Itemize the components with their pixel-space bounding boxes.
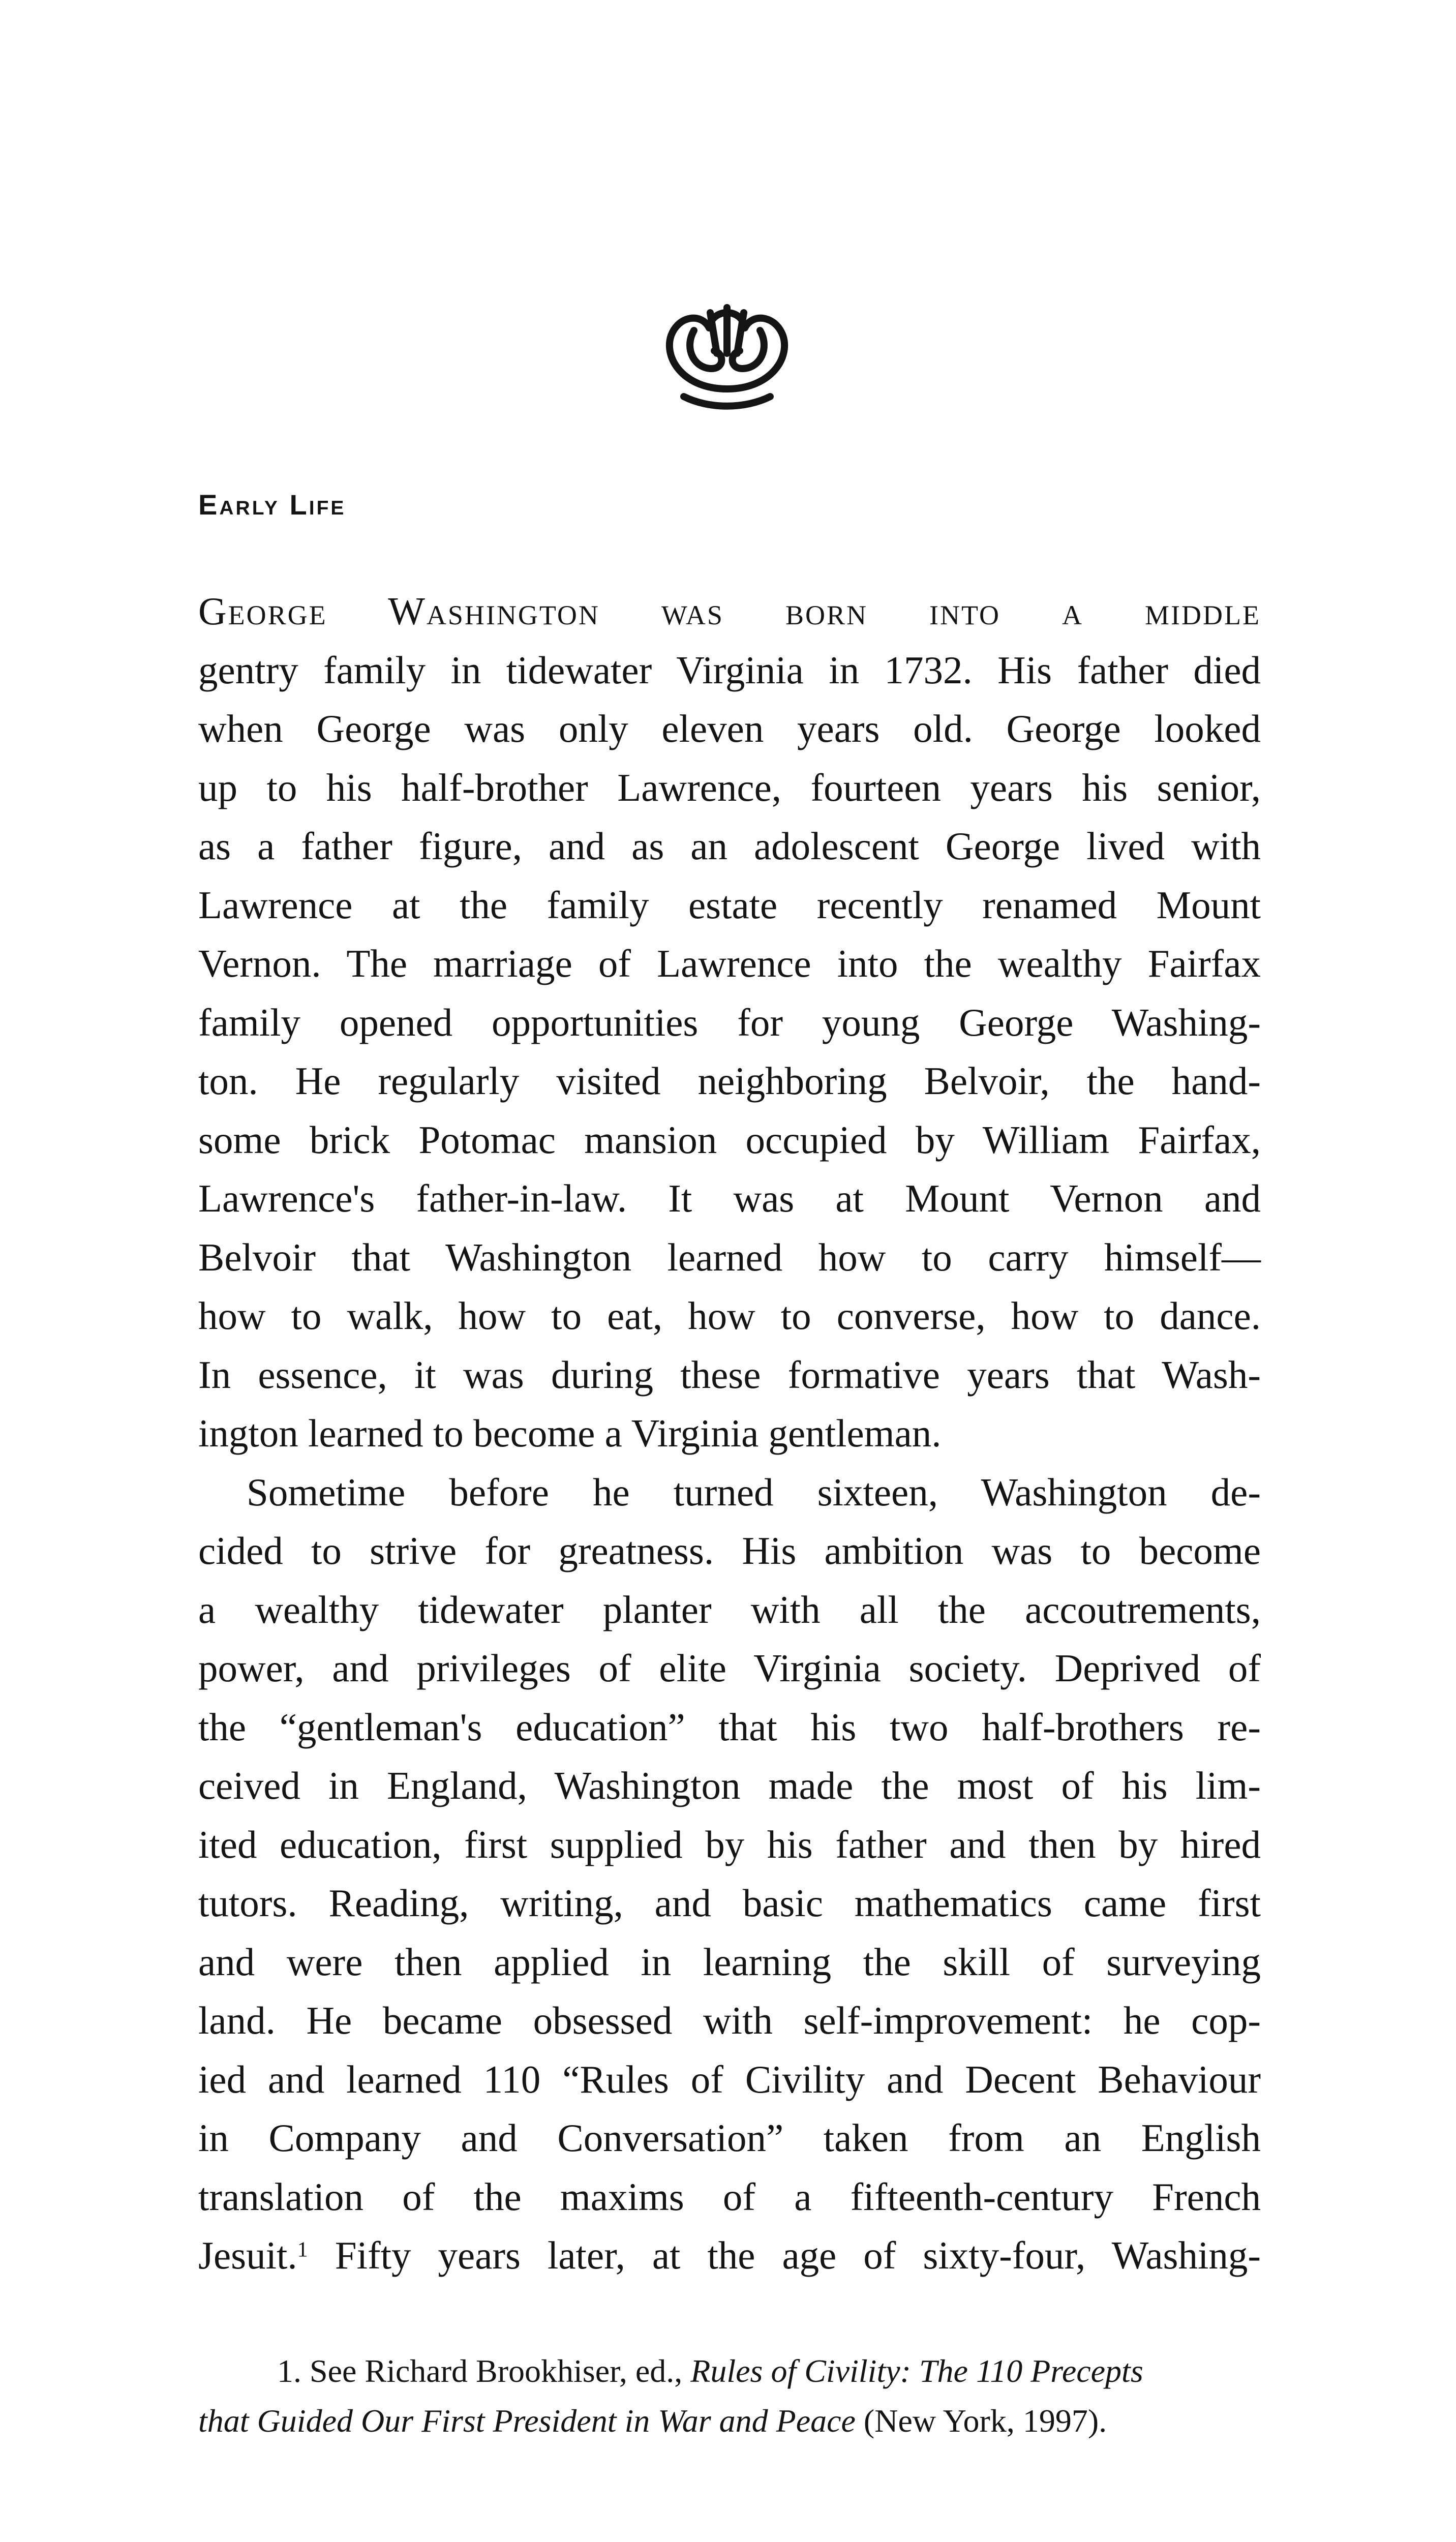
text-line: Lawrence at the family estate recently renamed Mount: [198, 883, 1261, 927]
footnote-line: [198, 2396, 1261, 2446]
footnote-text: (New York, 1997).: [855, 2403, 1107, 2439]
text-line: ton. He regularly visited neighboring Belvoir, the hand-: [198, 1059, 1261, 1103]
text-line: Lawrence's father-in-law. It was at Mount Vernon and: [198, 1176, 1261, 1220]
text-line: Sometime before he turned sixteen, Washington de-: [247, 1470, 1261, 1514]
text-line: as a father figure, and as an adolescent George lived with: [198, 824, 1261, 868]
heading-rest-2: ife: [309, 489, 346, 521]
text-line: translation of the maxims of a fifteenth-century French: [198, 2174, 1261, 2219]
body-text: [198, 582, 1261, 2285]
section-heading: [198, 488, 346, 521]
text-line: In essence, it was during these formative years that Wash-: [198, 1352, 1261, 1397]
text-line: in Company and Conversation” taken from an English: [198, 2116, 1261, 2160]
text-segment: Fifty years later, at the age of sixty-four, Washing-: [308, 2233, 1261, 2277]
text-line: ington learned to become a Virginia gentleman.: [198, 1411, 942, 1455]
footnote-title: Rules of Civility: The 110 Precepts: [690, 2353, 1143, 2389]
text-line: land. He became obsessed with self-improvement: he cop-: [198, 1999, 1261, 2042]
footnote-reference[interactable]: 1: [297, 2237, 308, 2262]
text-segment: Jesuit.: [198, 2233, 297, 2277]
footnote-title: that Guided Our First President in War and Peace: [198, 2403, 856, 2439]
text-line: up to his half-brother Lawrence, fourteen years his senior,: [198, 765, 1261, 809]
text-line: ceived in England, Washington made the most of his lim-: [198, 1764, 1261, 1807]
heading-cap-1: E: [198, 489, 220, 521]
text-line: when George was only eleven years old. George looked: [198, 707, 1261, 750]
text-line: ied and learned 110 “Rules of Civility and Decent Behaviour: [198, 2057, 1261, 2101]
footnote-number: 1.: [277, 2353, 301, 2389]
shell-ornament-icon: [653, 292, 801, 414]
text-line: the “gentleman's education” that his two half-brothers re-: [198, 1705, 1261, 1749]
footnote-text: See Richard Brookhiser, ed.,: [301, 2353, 691, 2389]
heading-cap-2: L: [289, 489, 309, 521]
text-line: and were then applied in learning the skill of surveying: [198, 1940, 1261, 1984]
footnote-line: [198, 2346, 1261, 2396]
paragraph-2: [198, 1463, 1261, 2285]
text-line: family opened opportunities for young George Washing-: [198, 1000, 1261, 1044]
lead-line: George Washington was born into a middle: [198, 589, 1261, 633]
text-line: tutors. Reading, writing, and basic mathematics came first: [198, 1881, 1261, 1925]
text-line: Vernon. The marriage of Lawrence into the wealthy Fairfax: [198, 942, 1261, 985]
paragraph-1: [198, 582, 1261, 1463]
text-line: ited education, first supplied by his father and then by hired: [198, 1822, 1261, 1866]
text-line: some brick Potomac mansion occupied by William Fairfax,: [198, 1117, 1261, 1162]
text-line: gentry family in tidewater Virginia in 1732. His father died: [198, 648, 1261, 692]
text-line: power, and privileges of elite Virginia society. Deprived of: [198, 1646, 1261, 1690]
text-line: cided to strive for greatness. His ambition was to become: [198, 1529, 1261, 1572]
footnote: [198, 2346, 1261, 2446]
text-line-with-note: [198, 2226, 1261, 2285]
text-line: how to walk, how to eat, how to converse, how to dance.: [198, 1294, 1261, 1338]
text-line: Belvoir that Washington learned how to carry himself—: [198, 1235, 1261, 1279]
heading-rest-1: arly: [219, 489, 280, 521]
text-line: a wealthy tidewater planter with all the accoutrements,: [198, 1587, 1261, 1631]
